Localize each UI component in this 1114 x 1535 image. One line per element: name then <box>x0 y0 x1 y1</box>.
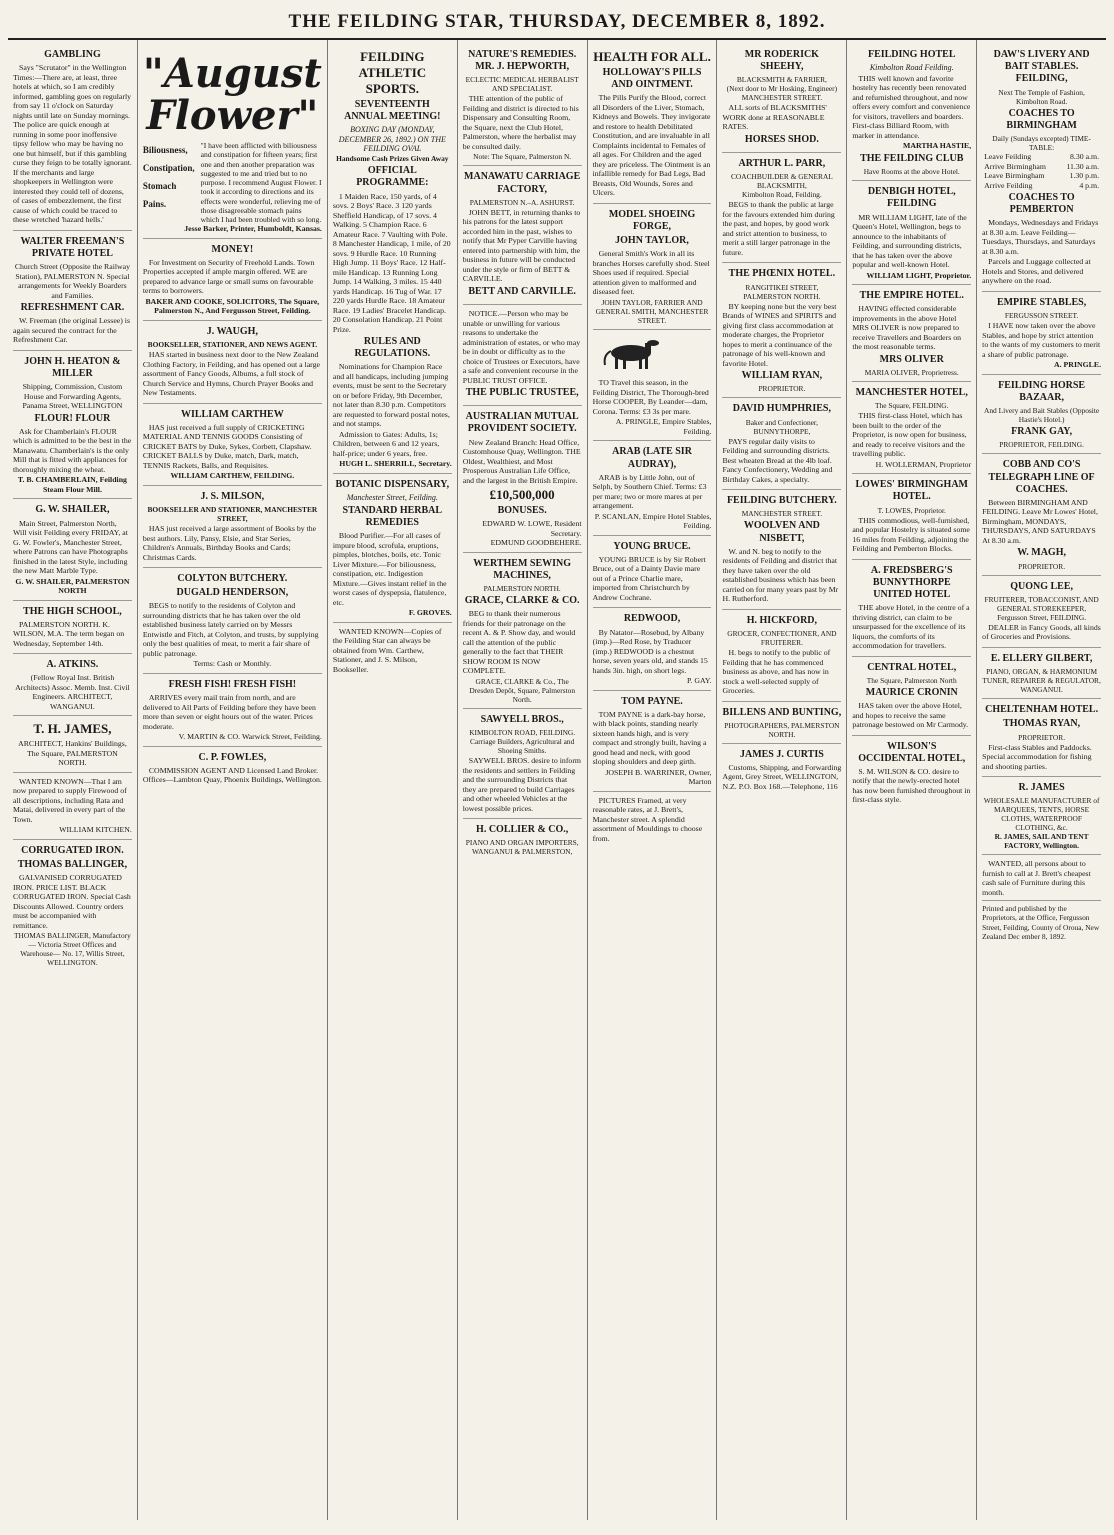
refreshment-title: REFRESHMENT CAR. <box>20 302 125 314</box>
amp-text: New Zealand Branch: Head Office, Customhouse Quay, Wellington. THE Oldest, Wealthiest, and Most Prosperous Australian Life Office, and the largest in the British Empire. <box>462 437 581 485</box>
cobb-title: COBB AND CO'S TELEGRAPH LINE OF COACHES. <box>988 459 1095 495</box>
ballinger-title: THOMAS BALLINGER, <box>17 858 128 870</box>
ad-wanted-firewood <box>13 773 132 840</box>
column-3 <box>328 40 458 1520</box>
refreshment-text: W. Freeman (the original Lessee) is again secured the contract for the Refreshment Car. <box>13 316 130 345</box>
milson-title: J. S. MILSON, <box>200 490 265 502</box>
fredsberg-text: THE above Hotel, in the centre of a thriving district, can claim to be unsurpassed for the excellence of its liquors, the comforts of its accommodation for travellers. <box>852 603 970 651</box>
flower-word: Biliousness, <box>142 145 188 155</box>
club-title: THE FEILDING CLUB <box>860 152 964 164</box>
r-james-sub: WHOLESALE MANUFACTURER of MARQUEES, TENTS, HORSE CLOTHS, WATERPROOF CLOTHING, &c. <box>983 796 1100 833</box>
payne-title: TOM PAYNE. <box>621 695 683 707</box>
coaches-sub: Daily (Sundays excepted) TIME-TABLE: <box>992 134 1091 153</box>
bruce-title: YOUNG BRUCE. <box>613 540 691 552</box>
redwood-title: REDWOOD, <box>623 613 681 625</box>
timetable-row <box>982 152 1101 162</box>
groves-text: WANTED KNOWN—Copies of the Feilding Star can always be obtained from Wm. Carthew, Stationer, and J. S. Milson, Bookseller. <box>332 626 442 674</box>
arab-text: ARAB is by Little John, out of Selph, by Southern Chief. Terms: £3 per mare; two or more mares at per arrangement. <box>592 472 707 511</box>
parr-sub: COACHBUILDER & GENERAL BLACKSMITH, <box>730 172 833 191</box>
ryan-sub: PROPRIETOR. <box>758 384 806 394</box>
r-james-sig: R. JAMES, SAIL AND TENT FACTORY, Wellington. <box>994 832 1089 851</box>
ad-public-trustee <box>463 305 582 406</box>
masthead <box>8 6 1106 40</box>
ad-daws <box>982 44 1101 292</box>
arab-title: ARAB (LATE SIR AUDRAY), <box>612 446 692 470</box>
flower-word: Pains. <box>142 199 167 209</box>
ad-atkins <box>13 654 132 716</box>
ad-cobb <box>982 454 1101 575</box>
timetable-label: Leave Feilding <box>984 152 1032 162</box>
ad-redwood <box>593 608 712 690</box>
ad-cooper <box>593 330 712 442</box>
ad-fish <box>143 674 322 747</box>
imprint: Printed and published by the Proprietors, at the Office, Fergusson Street, Feilding, County of Oroua, New Zealand Dec ember 8, 1892. <box>982 904 1100 941</box>
manawatu-sub: PALMERSTON N.–A. ASHURST. <box>469 197 575 207</box>
flower-word: Constipation, <box>142 163 195 173</box>
occidental-text: S. M. WILSON & CO. desire to notify that the newly-erected hotel has now been furnished throughout in first-class style. <box>852 766 971 805</box>
money-text: For Investment on Security of Freehold Lands. Town Properties accepted if ample margin offered. WE are prepared to advance large or small sums on favourable terms to borrowers. <box>142 257 315 296</box>
fowles-text: COMMISSION AGENT AND Licensed Land Broker. Offices—Lambton Quay, Phoenix Buildings, Wellington. <box>142 765 322 785</box>
cronin-text: HAS taken over the above Hotel, and hopes to receive the same patronage bestowed on Mr Carmody. <box>852 701 969 730</box>
column-2 <box>138 40 328 1520</box>
humphries-sub: Baker and Confectioner, BUNNYTHORPE, <box>745 417 818 436</box>
ad-wanted-copies <box>333 623 452 680</box>
ad-occidental <box>852 736 971 810</box>
bett-title: BETT AND CARVILLE. <box>468 285 576 297</box>
phoenix-sub: RANGITIKEI STREET, PALMERSTON NORTH. <box>743 282 821 301</box>
parr-text: BEGS to thank the public at large for the favours extended him during the past, and hopes, by good work and strict attention to business, to merit a still larger patronage in the future. <box>722 200 835 257</box>
parr-addr: Kimbolton Road, Feilding. <box>742 190 822 200</box>
james-text: ARCHITECT, Hankins' Buildings, The Square, PALMERSTON NORTH. <box>18 739 127 768</box>
rules-text: Nominations for Champion Race and all handicaps, including jumping events, must be sent to the Secretary on or before Friday, 9th December, not later than 8.30 p.m. Competitors are requested to forward postal notes, and not stamps. <box>332 362 450 429</box>
ad-billens <box>722 702 841 744</box>
hepworth-addr: Note: The Square, Palmerston N. <box>473 152 572 162</box>
ad-empire-hotel <box>852 285 971 382</box>
sports-title: FEILDING ATHLETIC SPORTS. <box>358 49 427 96</box>
pictures-text: PICTURES Framed, at very reasonable rates, at J. Brett's, Manchester street. A splendid assortment of Mouldings to choose from. <box>592 795 703 843</box>
timetable <box>982 152 1101 190</box>
hepworth-sub: ECLECTIC MEDICAL HERBALIST AND SPECIALIST. <box>465 75 579 94</box>
ad-waugh <box>143 321 322 404</box>
ad-lowes <box>852 474 971 559</box>
ryan-title: THOMAS RYAN, <box>1003 718 1081 730</box>
pringle-sig: A. PRINGLE. <box>1054 360 1102 370</box>
ad-feilding-hotel <box>852 44 971 181</box>
money-title: MONEY! <box>211 243 254 255</box>
manawatu-title: MANAWATU CARRIAGE FACTORY, <box>464 171 581 195</box>
article-gambling <box>13 44 132 231</box>
frank-gay-title: FRANK GAY, <box>1011 426 1073 438</box>
ad-ballinger <box>13 840 132 972</box>
flour-mill: T. B. CHAMBERLAIN, Feilding Steam Flour Mill. <box>17 475 127 494</box>
atkins-title: A. ATKINS. <box>46 659 99 671</box>
health-sub: HOLLOWAY'S PILLS AND OINTMENT. <box>602 66 702 91</box>
central-title: CENTRAL HOTEL, <box>867 661 957 673</box>
daws-sub: Next The Temple of Fashion, Kimbolton Road. <box>998 87 1085 106</box>
hickford-sub: GROCER, CONFECTIONER, AND FRUITERER. <box>727 628 837 647</box>
fh-title: FEILDING HOTEL <box>867 49 956 60</box>
flower-text: "I have been afflicted with biliousness and constipation for fifteen years; first one and then another preparation was suggested to me and tried but to no purpose. I recommend August Flower. I took it according to directions and its effects were wonderful, relieving me of those disagreeable stomach pains which I had been troubled with so long. <box>200 141 322 224</box>
cobb-text: Between BIRMINGHAM AND FEILDING. Leave Mr Lowes' Hotel, Birmingham, MONDAYS, THURSDAYS, AND SATURDAYS At 8.30 a.m. <box>982 497 1098 545</box>
fredsberg-title: A. FREDSBERG'S BUNNYTHORPE UNITED HOTEL <box>870 564 953 600</box>
cooper-sig: A. PRINGLE, Empire Stables, Feilding. <box>615 417 712 436</box>
model-title: MODEL SHOEING FORGE, <box>608 208 696 232</box>
collier-title: H. COLLIER & CO., <box>476 824 569 836</box>
werthem-sub: PALMERSTON NORTH. <box>483 584 561 594</box>
botanic-sub: Manchester Street, Feilding. <box>346 493 438 503</box>
cheltenham-title: CHELTENHAM HOTEL. <box>985 704 1099 716</box>
ad-amp <box>463 406 582 552</box>
dugald-text: BEGS to notify to the residents of Colyton and surrounding districts that he has taken over the old established business lately carried on by Messrs Entwistle and Fitch, at Colyton, and trusts, by supplying only the best qualities of meat, to merit a fair share of public patronage. <box>142 601 319 658</box>
walter-freeman-text: Church Street (Opposite the Railway Station), PALMERSTON N. Special arrangements for Weekly Boarders and Families. <box>14 262 131 300</box>
cooper-text: TO Travel this season, in the Feilding District, The Thorough-bred Horse COOPER, By Leander—dam, Corona. Terms: £3 3s per mare. <box>592 378 709 416</box>
carthew-sig: WILLIAM CARTHEW, FEILDING. <box>170 471 295 481</box>
herbal-title: STANDARD HERBAL REMEDIES <box>342 504 443 529</box>
redwood-text: By Natator—Rosebud, by Albany (imp.)—Red Rose, by Traducer (imp.) REDWOOD is a chestnut horse, seven years old, and stands 15 hands 3in. high, on short legs. <box>592 627 708 675</box>
horses-shod: HORSES SHOD. <box>744 133 819 145</box>
quong-title: QUONG LEE, <box>1010 580 1073 592</box>
ad-phoenix <box>722 263 841 398</box>
high-school-text: PALMERSTON NORTH. K. WILSON, M.A. The term began on Wednesday, September 14th. <box>13 619 125 648</box>
herbal-text: Blood Purifier.—For all cases of impure blood, scrofula, eruptions, pimples, blotches, boils, etc. Tonic Liver Mixture.—For biliousness, constipation, etc. Indigestion Mixture.—Gives instant relief in the worst cases of dyspepsia, flatulence, etc. <box>332 531 447 607</box>
grace-title: GRACE, CLARKE & CO. <box>464 595 580 607</box>
timetable-label: Arrive Birmingham <box>984 161 1046 171</box>
redwood-sig: P. GAY. <box>686 676 712 686</box>
ad-holloway <box>593 44 712 204</box>
payne-sig: JOSEPH B. WARRINER, Owner, Marton <box>605 767 712 787</box>
butchery-sub: MANCHESTER STREET. <box>741 509 823 519</box>
quong-addr: Fergusson Street, FEILDING. <box>997 612 1087 622</box>
column-7 <box>847 40 977 1520</box>
fh-text: THIS well known and favorite hostelry has recently been renovated and refurnished throughout, and now offers every comfort and convenience for visitors, travellers and boarders. First-class Billiard Room, with marker in attendance. <box>852 73 971 140</box>
flower-line-2: Flower" <box>146 92 319 139</box>
woolven-text: W. and N. beg to notify to the residents of Feilding and district that they have taken over the old established business which has been carried on for many years past by Mr H. Rutherford. <box>722 546 839 604</box>
ad-heaton <box>13 351 132 500</box>
ad-r-james <box>982 777 1101 855</box>
carthew-text: HAS just received a full supply of CRICKETING MATERIAL AND TENNIS GOODS Consisting of CRICKET BATS by Duke, Sykes, Corbett, Clapshaw. CRICKET BALLS by Duke, match, Dark, match, TENNIS Rackets, Balls, and Requisites. <box>142 422 312 470</box>
heaton-title: JOHN H. HEATON & MILLER <box>24 355 121 379</box>
hastie-title: MARTHA HASTIE, <box>902 141 972 151</box>
flower-sig: Jesse Barker, Printer, Humboldt, Kansas. <box>184 224 322 234</box>
timetable-time: 11.30 a.m. <box>1066 161 1100 171</box>
divider <box>982 900 1101 901</box>
timetable-time: 4 p.m. <box>1079 180 1100 190</box>
hickford-title: H. HICKFORD, <box>746 614 818 626</box>
sports-sig: HUGH L. SHERRILL, Secretary. <box>339 459 452 469</box>
bunting-sub: PHOTOGRAPHERS, PALMERSTON NORTH. <box>724 720 840 739</box>
bazaar-sub: And Livery and Bait Stables (Opposite Hastie's Hotel.) <box>984 406 1100 425</box>
sawyell-text: SAYWELL BROS. desire to inform the residents and settlers in Feilding and the surrounding Districts that they are prepared to build Carriages and other wheeled Vehicles at the lowest possible prices. <box>462 756 581 813</box>
flower-body <box>143 141 322 224</box>
column-4 <box>458 40 588 1520</box>
waugh-title: J. WAUGH, <box>206 325 258 337</box>
groves-title: F. GROVES. <box>408 608 452 618</box>
ballinger-sig: THOMAS BALLINGER, Manufactory — Victoria Street Offices and Warehouse— No. 17, Willis Street, WELLINGTON. <box>14 931 131 968</box>
lowes-sub: T. LOWES, Proprietor. <box>877 505 946 515</box>
daws-title: DAW'S LIVERY AND BAIT STABLES. FEILDING, <box>993 49 1090 85</box>
ad-young-bruce <box>593 536 712 609</box>
magh-title: W. MAGH, <box>1017 547 1066 559</box>
ad-wanted-furnish <box>982 855 1101 944</box>
ad-butchery <box>722 490 841 610</box>
ad-model-forge <box>593 204 712 330</box>
high-school-title: THE HIGH SCHOOL, <box>23 605 122 617</box>
denbigh-text: MR WILLIAM LIGHT, late of the Queen's Hotel, Wellington, begs to announce to the inhabitants of Feilding, and surrounding districts, that he has taken over the above popular and well-known Hotel. <box>852 212 967 270</box>
timetable-time: 1.30 p.m. <box>1069 171 1100 181</box>
ad-shailer <box>13 499 132 600</box>
sawyell-sub: KIMBOLTON ROAD, FEILDING. Carriage Builders, Agricultural and Shoeing Smiths. <box>469 728 576 756</box>
ad-sports <box>333 44 452 474</box>
ad-botanic <box>333 474 452 623</box>
ad-hepworth <box>463 44 582 166</box>
ad-pictures <box>593 792 712 849</box>
magh-sub: PROPRIETOR. <box>1018 561 1066 571</box>
club-text: Have Rooms at the above Hotel. <box>863 167 960 177</box>
occidental-title: WILSON'S OCCIDENTAL HOTEL, <box>858 740 966 764</box>
ad-horse-bazaar <box>982 375 1101 455</box>
dugald-terms: Terms: Cash or Monthly. <box>193 659 272 669</box>
timetable-label: Arrive Feilding <box>984 180 1033 190</box>
timetable-label: Leave Birmingham <box>984 171 1045 181</box>
curtis-title: JAMES J. CURTIS <box>739 748 824 760</box>
grace-text: BEG to thank their numerous friends for their patronage on the recent A. & P. Show day, and would call the attention of the public generally to the fact that THEIR SHOW ROOM IS NOW COMPLETE. <box>462 609 576 676</box>
rules-title: RULES AND REGULATIONS. <box>354 336 431 360</box>
ryan-sub: PROPRIETOR. <box>1018 732 1066 742</box>
ad-denbigh <box>852 181 971 285</box>
phoenix-title: THE PHŒNIX HOTEL. <box>728 268 836 280</box>
money-sig: BAKER AND COOKE, SOLICITORS, The Square, Palmerston N., And Fergusson Street, Feilding. <box>145 296 320 316</box>
humphries-text: PAYS regular daily visits to Feilding and surrounding districts. Best wheaten Bread at the 4lb loaf. Fancy Confectionery, Wedding and Birthday Cakes, a specialty. <box>722 436 833 484</box>
health-title: HEALTH FOR ALL. <box>593 49 711 64</box>
gambling-title: GAMBLING <box>44 49 101 60</box>
amp-sig: EDWARD W. LOWE, Resident Secretary. <box>482 519 582 538</box>
fish-title: FRESH FISH! FRESH FISH! <box>168 678 297 690</box>
ad-collier <box>463 819 582 860</box>
bunting-title: BILLENS AND BUNTING, <box>722 706 842 718</box>
woolven-title: WOOLVEN AND NISBETT, <box>743 520 820 544</box>
sports-date: BOXING DAY (MONDAY, DECEMBER 26, 1892.) ON THE FEILDING OVAL <box>338 124 446 154</box>
coaches-title: COACHES TO BIRMINGHAM <box>1006 107 1077 131</box>
shailer-sig: G. W. SHAILER, PALMERSTON NORTH <box>15 576 130 595</box>
milson-text: HAS just received a large assortment of Books by the best authors. Lily, Pansy, Elsie, and Star Series, Children's Annuals, Birthday Books and Cards; Christmas Cards. <box>142 524 317 562</box>
program-text: 1 Maiden Race, 150 yards, of 4 sovs. 2 Boys' Race. 3 120 yards Sheffield Handicap, of 17 sovs. 4 Walking. 5 Champion Race. 6 Amateur Race. 7 Vaulting with Pole. 8 Manchester Handicap, 1 mile, of 20 sovs. 9 Hurdle Race. 10 Running High Jump. 11 Boys' Race. 12 Half-mile Handicap. 13 Running Long Jump. 14 Walking, 3 miles. 15 440 yards Handicap. 16 Tug of War. 17 220 yards Hurdle Race. 18 Amateur Race. 19 Ladies' Bracelet Handicap. 20 Consolation Handicap. 21 Point Prize. <box>332 191 451 334</box>
column-8 <box>977 40 1106 1520</box>
carthew-title: WILLIAM CARTHEW <box>181 408 284 420</box>
gilbery-sub: PIANO, ORGAN, & HARMONIUM TUNER, REPAIRER & REGULATOR, WANGANUI. <box>982 667 1101 695</box>
amp-funds: £10,500,000 <box>489 487 555 503</box>
program-title: OFFICIAL PROGRAMME: <box>356 165 429 189</box>
ryan-text: First-class Stables and Paddocks. Special accommodation for fishing and shooting parties. <box>982 742 1092 771</box>
ad-quong-lee <box>982 576 1101 648</box>
ad-high-school <box>13 601 132 655</box>
taylor-title: JOHN TAYLOR, <box>615 235 689 247</box>
waugh-sub: BOOKSELLER, STATIONER, AND NEWS AGENT. <box>147 340 318 350</box>
hepworth-title: NATURE'S REMEDIES. MR. J. HEPWORTH, <box>468 49 577 73</box>
ad-sheehy <box>722 44 841 153</box>
light-sig: WILLIAM LIGHT, Proprietor. <box>866 270 972 280</box>
sheehy-title: MR RODERICK SHEEHY, <box>744 49 819 73</box>
arab-sig: P. SCANLAN, Empire Hotel Stables, Feilding. <box>594 511 712 531</box>
health-text: The Pills Purify the Blood, correct all Disorders of the Liver, Stomach, Kidneys and Bowels. They invigorate and restore to health Debilitated Constitution, and are invaluable in all Complaints incidental to Females of all ages. For Children and the aged they are priceless. The Ointment is an infallible remedy for Bad Legs, Bad Breasts, Old Wounds, Sores and Ulcers. <box>592 93 711 198</box>
ad-gilbert <box>982 648 1101 699</box>
fish-sig: V. MARTIN & CO. Warwick Street, Feilding. <box>178 732 322 742</box>
taylor-text: General Smith's Work in all its branches Horses carefully shod. Steel Shoes used if required. Special attention given to malformed and diseased feet. <box>592 249 710 297</box>
taylor-sig: JOHN TAYLOR, FARRIER AND GENERAL SMITH, MANCHESTER STREET. <box>595 297 709 325</box>
hickford-text: H. begs to notify to the public of Feilding that he has commenced business as above, and has now in stock a well-selected supply of Groceries. <box>722 648 831 695</box>
column-5 <box>588 40 718 1520</box>
ad-empire-stables <box>982 292 1101 375</box>
column-6 <box>717 40 847 1520</box>
ad-colyton <box>143 568 322 674</box>
empire-text: HAVING effected considerable improvements in the above Hotel MRS OLIVER is now prepared to receive Travellers and Boarders on the most reasonable terms. <box>852 304 962 352</box>
ad-carthew <box>143 404 322 486</box>
pemberton-text: Mondays, Wednesdays and Fridays at 8.30 a.m. Leave Feilding—Tuesdays, Thursdays, and Saturdays at 8.30 a.m. <box>982 218 1099 256</box>
corrugated-title: CORRUGATED IRON. <box>21 844 124 856</box>
phoenix-text: BY keeping none but the very best Brands of WINES and SPIRITS and giving first class accommodation at moderate charges, the Proprietor hopes to merit a continuance of the patronage of his well-known and favorite Hotel. <box>722 301 837 368</box>
sheehy-text: ALL sorts of BLACKSMITHS' WORK done at REASONABLE RATES. <box>722 103 827 132</box>
ad-money <box>143 239 322 321</box>
fh-sub: Kimbolton Road Feilding. <box>869 63 954 73</box>
fowles-title: C. P. FOWLES, <box>198 751 267 763</box>
empire-title: THE EMPIRE HOTEL. <box>859 290 964 302</box>
timetable-row <box>982 181 1101 191</box>
empire-stables-title: EMPIRE STABLES, <box>996 296 1087 308</box>
quong-sub: FRUITERER, TOBACCONIST, AND GENERAL STOREKEEPER, <box>984 594 1099 613</box>
humphries-title: DAVID HUMPHRIES, <box>732 403 831 415</box>
ballinger-text: GALVANISED CORRUGATED IRON. PRICE LIST. BLACK CORRUGATED IRON. Special Cash Discounts Allowed. Country orders must be accompanied with remittance. <box>13 873 131 930</box>
ad-humphries <box>722 398 841 490</box>
empire-stables-sub: FERGUSSON STREET. <box>1004 311 1079 321</box>
horse-illustration <box>593 337 673 371</box>
shailer-text: Main Street, Palmerston North, Will visit Feilding every FRIDAY, at G. W. Fowler's, Manchester Street, where Patrons can have Photographs finished in the latest Style, including the new Matt Marble Type. <box>13 518 128 575</box>
bruce-text: YOUNG BRUCE is by Sir Robert Bruce, out of a Dainty Davie mare out of a Prince Charlie mare, imported from Christchurch by Andrew Cochrane. <box>592 554 706 602</box>
ad-cheltenham <box>982 699 1101 777</box>
flower-title <box>142 50 322 139</box>
hepworth-text: THE attention of the public of Feilding and district is directed to his Dispensary and Consulting Room, the Square, next the Club Hotel, Palmerston, where the herbalist may be consulted daily. <box>462 94 579 151</box>
manchester-text: THIS first-class Hotel, which has been built to the order of the Proprietor, is now open for business, and ready to receive visitors and the travelling public. <box>852 411 967 459</box>
wanted-furnish-text: WANTED, all persons about to furnish to call at J. Brett's cheapest cash sale of Furniture during this month. <box>982 859 1091 897</box>
flour-text: Ask for Chamberlain's FLOUR which is admitted to be the best in the Manawatu. Chamberlain's is the only Mill that is fitted with appliances for thoroughly mixing the wheat. <box>13 426 132 474</box>
notice-text: NOTICE.—Person who may be unable or unwilling for various reasons to undertake the administration of estates, or who may be in doubt or difficulty as to the choice of Trustees or Executors, have a safe and convenient recourse in the PUBLIC TRUST OFFICE. <box>462 309 581 385</box>
r-james-title: R. JAMES <box>1018 782 1065 794</box>
manchester-title: MANCHESTER HOTEL, <box>855 386 968 398</box>
denbigh-title: DENBIGH HOTEL, FEILDING <box>867 186 956 210</box>
flower-line-1: "August <box>142 50 322 97</box>
frank-gay-sub: PROPRIETOR, FEILDING. <box>999 440 1084 450</box>
grace-sig: GRACE, CLARKE & Co., The Dresden Depôt, Square, Palmerston North. <box>469 676 576 704</box>
lowes-text: THIS commodious, well-furnished, and popular Hostelry is situated some 16 miles from Feilding, adjoining the Feilding and Pemberton Blocks. <box>852 515 970 554</box>
ad-august-flower <box>143 44 322 239</box>
ad-manchester-hotel <box>852 382 971 474</box>
oliver-sig: MARIA OLIVER, Proprietress. <box>864 367 959 377</box>
timetable-time: 8.30 a.m. <box>1070 152 1100 162</box>
ad-manawatu <box>463 166 582 305</box>
masthead-title: THE FEILDING STAR, THURSDAY, DECEMBER 8, 1892. <box>288 11 826 32</box>
botanic-title: BOTANIC DISPENSARY, <box>335 478 450 490</box>
shailer-title: G. W. SHAILER, <box>35 504 110 516</box>
amp-title: AUSTRALIAN MUTUAL PROVIDENT SOCIETY. <box>465 411 579 435</box>
ad-fredsberg <box>852 560 971 657</box>
werthem-title: WERTHEM SEWING MACHINES, <box>473 557 572 581</box>
dugald-title: DUGALD HENDERSON, <box>176 587 289 599</box>
gambling-text: Says "Scrutator" in the Wellington Times:—There are, at least, three hotels at which, so I am credibly informed, gambling goes on regularly from say 11 o'clock on Saturday nights until late on Sunday mornings. The police are quick enough at running in some poor inoffensive tipsy fellow who may be having no one but himself, but if this gambling curse they feign to be totally ignorant. If the merchants and large shopkeepers in Wellington were interested they could tell of dozens, of cases of embezzlement, the first cause of which could be traced to these wretched 'hazard hells.' <box>13 63 132 225</box>
ad-sawyell <box>463 709 582 819</box>
ad-central <box>852 657 971 736</box>
ad-hickford <box>722 610 841 702</box>
trustee-title: THE PUBLIC TRUSTEE, <box>465 387 579 399</box>
sports-sub: SEVENTEENTH ANNUAL MEETING! <box>344 98 441 122</box>
pemberton-title: COACHES TO PEMBERTON <box>1008 192 1075 216</box>
payne-text: TOM PAYNE is a dark-bay horse, with black points, standing nearly sixteen hands high, and is very compact and strongly built, having a good head and neck, with good sloping shoulders and deep girth. <box>592 709 707 767</box>
manawatu-text: JOHN BETT, in returning thanks to his patrons for the latest support accorded him in the past, wishes to notify that Mr Pyper Carville having entered into partnership with him, the business in future will be conducted under the style or firm of BETT & CARVILLE. <box>462 207 581 284</box>
bazaar-title: FEILDING HORSE BAZAAR, <box>998 379 1086 403</box>
flower-word: Stomach <box>142 181 177 191</box>
ad-walter-freeman <box>13 231 132 351</box>
goodbehere: EDMUND GOODBEHERE. <box>490 538 582 548</box>
ad-tom-payne <box>593 691 712 792</box>
ad-fowles <box>143 747 322 790</box>
heaton-text: Shipping, Commission, Custom House and Forwarding Agents, Panama Street, WELLINGTON <box>22 382 123 411</box>
collier-sub: PIANO AND ORGAN IMPORTERS, WANGANUI & PALMERSTON, <box>465 838 579 857</box>
colyton-title: COLYTON BUTCHERY. <box>177 573 288 585</box>
lowes-title: LOWES' BIRMINGHAM HOTEL. <box>855 479 968 503</box>
curtis-text: Customs, Shipping, and Forwarding Agent, Grey Street, WELLINGTON, N.Z. P.O. Box 168.—Telephone, 116 <box>722 762 842 791</box>
flower-words <box>143 141 195 224</box>
cronin-title: MAURICE CRONIN <box>865 686 958 698</box>
sheehy-addr: (Next door to Mr Hosking, Engineer) MANCHESTER STREET. <box>726 84 838 103</box>
milson-sub: BOOKSELLER AND STATIONER, MANCHESTER STREET, <box>147 505 318 524</box>
james-title: T. H. JAMES, <box>33 721 112 737</box>
butchery-title: FEILDING BUTCHERY. <box>726 495 837 507</box>
admission: Admission to Gates: Adults, 1s; Children, between 6 and 12 years, half-price; under 6 years, free. <box>332 429 440 458</box>
sports-prizes: Handsome Cash Prizes Given Away <box>336 154 449 164</box>
atkins-text: (Fellow Royal Inst. British Architects) Assoc. Memb. Inst. Civil Engineers. ARCHITECT, WANGANUI. <box>15 673 130 711</box>
waugh-text: HAS started in business next door to the New Zealand Clothing Factory, in Feilding, and has opened out a large assortment of Fancy Goods, Albums, a full stock of Church Service and Hymns, Church Prayer Books and New Testaments. <box>142 350 320 398</box>
central-sub: The Square, Palmerston North <box>866 675 957 685</box>
timetable-row <box>982 171 1101 181</box>
flour-title: FLOUR! FLOUR <box>34 412 111 424</box>
oliver-title: MRS OLIVER <box>879 353 944 365</box>
parcels: Parcels and Luggage collected at Hotels and Stores, and delivered anywhere on the road. <box>982 257 1091 286</box>
empire-stables-text: I HAVE now taken over the above Stables, and hope by strict attention to the wants of my customers to merit a share of public patronage. <box>982 321 1101 359</box>
wollerman-sig: H. WOLLERMAN, Proprietor <box>875 459 972 469</box>
wanted-text: WANTED KNOWN—That I am now prepared to supply Firewood of all descriptions, including Rata and Matai, delivered in every part of the Town. <box>13 776 127 824</box>
ad-parr <box>722 153 841 263</box>
ad-arab <box>593 441 712 535</box>
columns <box>8 40 1106 1520</box>
ad-werthem <box>463 553 582 709</box>
fish-text: ARRIVES every mail train from north, and are delivered to All Parts of Feilding before they have been more than seven or eight hours out of the water. Prices moderate. <box>142 693 316 731</box>
bonuses-title: BONUSES. <box>497 504 547 516</box>
sawyell-title: SAWYELL BROS., <box>480 713 564 725</box>
sheehy-sub: BLACKSMITH & FARRIER, <box>736 75 827 85</box>
ad-curtis <box>722 744 841 797</box>
quong-text: DEALER in Fancy Goods, all kinds of Groceries and Provisions. <box>982 622 1101 642</box>
ad-james <box>13 716 132 772</box>
parr-title: ARTHUR L. PARR, <box>738 158 826 170</box>
gilbery-title: E. ELLERY GILBERT, <box>990 652 1093 664</box>
column-1 <box>8 40 138 1520</box>
timetable-row <box>982 162 1101 172</box>
walter-freeman-title: WALTER FREEMAN'S PRIVATE HOTEL <box>20 235 125 259</box>
ad-milson <box>143 486 322 568</box>
ryan-title: WILLIAM RYAN, <box>741 370 823 382</box>
wanted-sig: WILLIAM KITCHEN. <box>59 825 132 835</box>
manchester-sub: The Square, FEILDING. <box>875 401 949 411</box>
